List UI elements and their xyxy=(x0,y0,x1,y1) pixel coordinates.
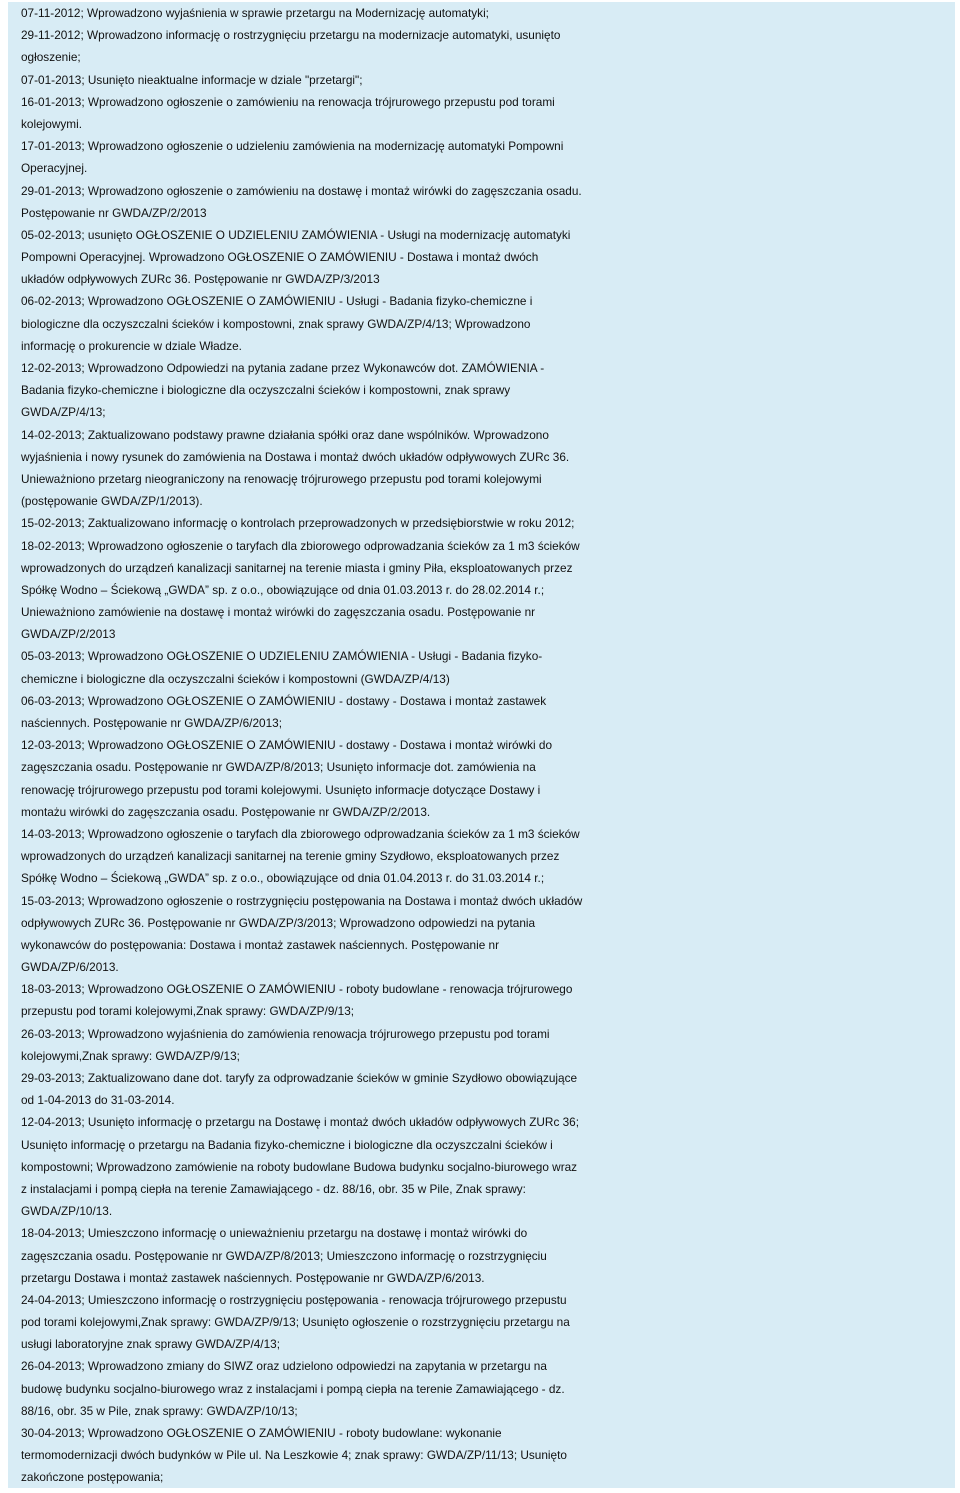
changelog-line: 12-02-2013; Wprowadzono Odpowiedzi na pytania zadane przez Wykonawców dot. ZAMÓWIENIA - xyxy=(21,361,545,375)
changelog-line: 15-02-2013; Zaktualizowano informację o kontrolach przeprowadzonych w przedsiębiorstwie w roku 2012; xyxy=(21,516,575,531)
changelog-line: układów odpływowych ZURc 36. Postępowanie nr GWDA/ZP/3/2013 xyxy=(21,272,380,287)
changelog-line: kolejowymi. xyxy=(21,116,82,131)
changelog-line: chemiczne i biologiczne dla oczyszczalni ścieków i kompostowni (GWDA/ZP/4/13) xyxy=(21,671,450,686)
changelog-line: 29-03-2013; Zaktualizowano dane dot. taryfy za odprowadzanie ścieków w gminie Szydłowo obowiązujące xyxy=(21,1071,578,1085)
changelog-line: Unieważniono przetarg nieograniczony na renowację trójrurowego przepustu pod torami kolejowymi xyxy=(21,471,542,486)
changelog-line: Postępowanie nr GWDA/ZP/2/2013 xyxy=(21,205,207,220)
changelog-panel xyxy=(8,2,955,1488)
changelog-line: wyjaśnienia i nowy rysunek do zamówienia na Dostawa i montaż dwóch układów odpływowych ZURc 36. xyxy=(21,449,570,464)
changelog-line: montażu wirówki do zagęszczania osadu. Postępowanie nr GWDA/ZP/2/2013. xyxy=(21,804,431,819)
changelog-line: 12-03-2013; Wprowadzono OGŁOSZENIE O ZAMÓWIENIU - dostawy - Dostawa i montaż wirówki do xyxy=(21,738,553,753)
changelog-line: GWDA/ZP/2/2013 xyxy=(21,627,116,642)
changelog-line: 15-03-2013; Wprowadzono ogłoszenie o rostrzygnięciu postępowania na Dostawa i montaż dwóch układów xyxy=(21,893,583,908)
changelog-line: budowę budynku socjalno-biurowego wraz z instalacjami i pompą ciepła na terenie Zamawiającego - dz. xyxy=(21,1381,565,1396)
changelog-line: 29-11-2012; Wprowadzono informację o rostrzygnięciu przetargu na modernizacje automatyki, usunięto xyxy=(21,28,561,43)
changelog-line: 12-04-2013; Usunięto informację o przetargu na Dostawę i montaż dwóch układów odpływowych ZURc 36; xyxy=(21,1115,580,1130)
changelog-line: Usunięto informację o przetargu na Badania fizyko-chemiczne i biologiczne dla oczyszczalni ścieków i xyxy=(21,1137,553,1152)
changelog-line: GWDA/ZP/10/13. xyxy=(21,1204,113,1219)
changelog-line: 06-02-2013; Wprowadzono OGŁOSZENIE O ZAMÓWIENIU - Usługi - Badania fizyko-chemiczne i xyxy=(21,294,533,309)
changelog-line: informację o prokurencie w dziale Władze. xyxy=(21,338,242,353)
changelog-line: 06-03-2013; Wprowadzono OGŁOSZENIE O ZAMÓWIENIU - dostawy - Dostawa i montaż zastawek xyxy=(21,693,547,708)
changelog-line: kolejowymi,Znak sprawy: GWDA/ZP/9/13; xyxy=(21,1048,240,1063)
changelog-line: 14-03-2013; Wprowadzono ogłoszenie o taryfach dla zbiorowego odprowadzania ścieków za 1 m3 ścieków xyxy=(21,826,580,841)
changelog-line: GWDA/ZP/4/13; xyxy=(21,405,106,420)
changelog-line: 07-11-2012; Wprowadzono wyjaśnienia w sprawie przetargu na Modernizację automatyki; xyxy=(21,6,489,20)
changelog-line: (postępowanie GWDA/ZP/1/2013). xyxy=(21,494,203,509)
changelog-line: odpływowych ZURc 36. Postępowanie nr GWDA/ZP/3/2013; Wprowadzono odpowiedzi na pytania xyxy=(21,915,536,930)
changelog-line: pod torami kolejowymi,Znak sprawy: GWDA/ZP/9/13; Usunięto ogłoszenie o rozstrzygnięciu przetargu na xyxy=(21,1315,570,1330)
changelog-line: Spółkę Wodno – Ściekową „GWDA” sp. z o.o., obowiązujące od dnia 01.04.2013 r. do 31.03.2014 r.; xyxy=(21,871,545,886)
changelog-line: 88/16, obr. 35 w Pile, znak sprawy: GWDA/ZP/10/13; xyxy=(21,1403,298,1418)
changelog-line: przepustu pod torami kolejowymi,Znak sprawy: GWDA/ZP/9/13; xyxy=(21,1004,355,1019)
changelog-line: ogłoszenie; xyxy=(21,50,81,65)
changelog-line: z instalacjami i pompą ciepła na terenie Zamawiającego - dz. 88/16, obr. 35 w Pile, Znak sprawy: xyxy=(21,1181,526,1196)
changelog-line: 17-01-2013; Wprowadzono ogłoszenie o udzieleniu zamówienia na modernizację automatyki Pompowni xyxy=(21,139,564,154)
changelog-line: 26-04-2013; Wprowadzono zmiany do SIWZ oraz udzielono odpowiedzi na zapytania w przetargu na xyxy=(21,1359,547,1374)
changelog-line: usługi laboratoryjne znak sprawy GWDA/ZP/4/13; xyxy=(21,1337,280,1352)
changelog-line: 18-02-2013; Wprowadzono ogłoszenie o taryfach dla zbiorowego odprowadzania ścieków za 1 m3 ścieków xyxy=(21,538,580,553)
changelog-line: przetargu Dostawa i montaż zastawek naściennych. Postępowanie nr GWDA/ZP/6/2013. xyxy=(21,1270,485,1285)
changelog-line: zagęszczania osadu. Postępowanie nr GWDA/ZP/8/2013; Usunięto informacje dot. zamówienia na xyxy=(21,760,536,775)
changelog-line: 24-04-2013; Umieszczono informację o rostrzygnięciu postępowania - renowacja trójrurowego przepustu xyxy=(21,1292,567,1307)
changelog-line: Unieważniono zamówienie na dostawę i montaż wirówki do zagęszczania osadu. Postępowanie nr xyxy=(21,605,536,620)
changelog-line: kompostowni; Wprowadzono zamówienie na roboty budowlane Budowa budynku socjalno-biurowego wraz xyxy=(21,1159,578,1174)
changelog-line: biologiczne dla oczyszczalni ścieków i kompostowni, znak sprawy GWDA/ZP/4/13; Wprowadzono xyxy=(21,316,531,331)
changelog-line: Pompowni Operacyjnej. Wprowadzono OGŁOSZENIE O ZAMÓWIENIU - Dostawa i montaż dwóch xyxy=(21,250,539,265)
changelog-line: 05-02-2013; usunięto OGŁOSZENIE O UDZIELENIU ZAMÓWIENIA - Usługi na modernizację automatyki xyxy=(21,227,571,242)
changelog-line: 14-02-2013; Zaktualizowano podstawy prawne działania spółki oraz dane wspólników. Wprowadzono xyxy=(21,427,549,442)
changelog-line: wprowadzonych do urządzeń kanalizacji sanitarnej na terenie gminy Szydłowo, eksploatowanych przez xyxy=(21,849,560,864)
changelog-line: wprowadzonych do urządzeń kanalizacji sanitarnej na terenie miasta i gminy Piła, eksploatowanych przez xyxy=(21,560,573,575)
changelog-line: naściennych. Postępowanie nr GWDA/ZP/6/2013; xyxy=(21,716,282,730)
changelog-line: GWDA/ZP/6/2013. xyxy=(21,960,119,975)
changelog-line: 26-03-2013; Wprowadzono wyjaśnienia do zamówienia renowacja trójrurowego przepustu pod torami xyxy=(21,1026,550,1041)
changelog-line: Badania fizyko-chemiczne i biologiczne dla oczyszczalni ścieków i kompostowni, znak sprawy xyxy=(21,383,511,398)
changelog-line: zagęszczania osadu. Postępowanie nr GWDA/ZP/8/2013; Umieszczono informację o rozstrzygnięciu xyxy=(21,1248,547,1263)
changelog-line: wykonawców do postępowania: Dostawa i montaż zastawek naściennych. Postępowanie nr xyxy=(21,937,500,952)
changelog-line: termomodernizacji dwóch budynków w Pile ul. Na Leszkowie 4; znak sprawy: GWDA/ZP/11/13; Usunięto xyxy=(21,1448,567,1463)
changelog-line: 18-03-2013; Wprowadzono OGŁOSZENIE O ZAMÓWIENIU - roboty budowlane - renowacja trójrurowego xyxy=(21,982,573,997)
changelog-line: 29-01-2013; Wprowadzono ogłoszenie o zamówieniu na dostawę i montaż wirówki do zagęszczania osadu. xyxy=(21,183,582,198)
changelog-line: zakończone postępowania; xyxy=(21,1470,164,1485)
changelog-line: 18-04-2013; Umieszczono informację o unieważnieniu przetargu na dostawę i montaż wirówki do xyxy=(21,1226,528,1241)
changelog-line: Spółkę Wodno – Ściekową „GWDA” sp. z o.o., obowiązujące od dnia 01.03.2013 r. do 28.02.2014 r.; xyxy=(21,582,545,597)
changelog-line: 05-03-2013; Wprowadzono OGŁOSZENIE O UDZIELENIU ZAMÓWIENIA - Usługi - Badania fizyko- xyxy=(21,649,543,664)
changelog-line: od 1-04-2013 do 31-03-2014. xyxy=(21,1093,175,1108)
changelog-line: renowację trójrurowego przepustu pod torami kolejowymi. Usunięto informacje dotyczące Dostawy i xyxy=(21,782,541,797)
changelog-line: 30-04-2013; Wprowadzono OGŁOSZENIE O ZAMÓWIENIU - roboty budowlane: wykonanie xyxy=(21,1426,502,1440)
changelog-line: Operacyjnej. xyxy=(21,161,88,176)
changelog-line: 07-01-2013; Usunięto nieaktualne informacje w dziale "przetargi"; xyxy=(21,72,363,87)
changelog-line: 16-01-2013; Wprowadzono ogłoszenie o zamówieniu na renowacja trójrurowego przepustu pod torami xyxy=(21,94,555,109)
